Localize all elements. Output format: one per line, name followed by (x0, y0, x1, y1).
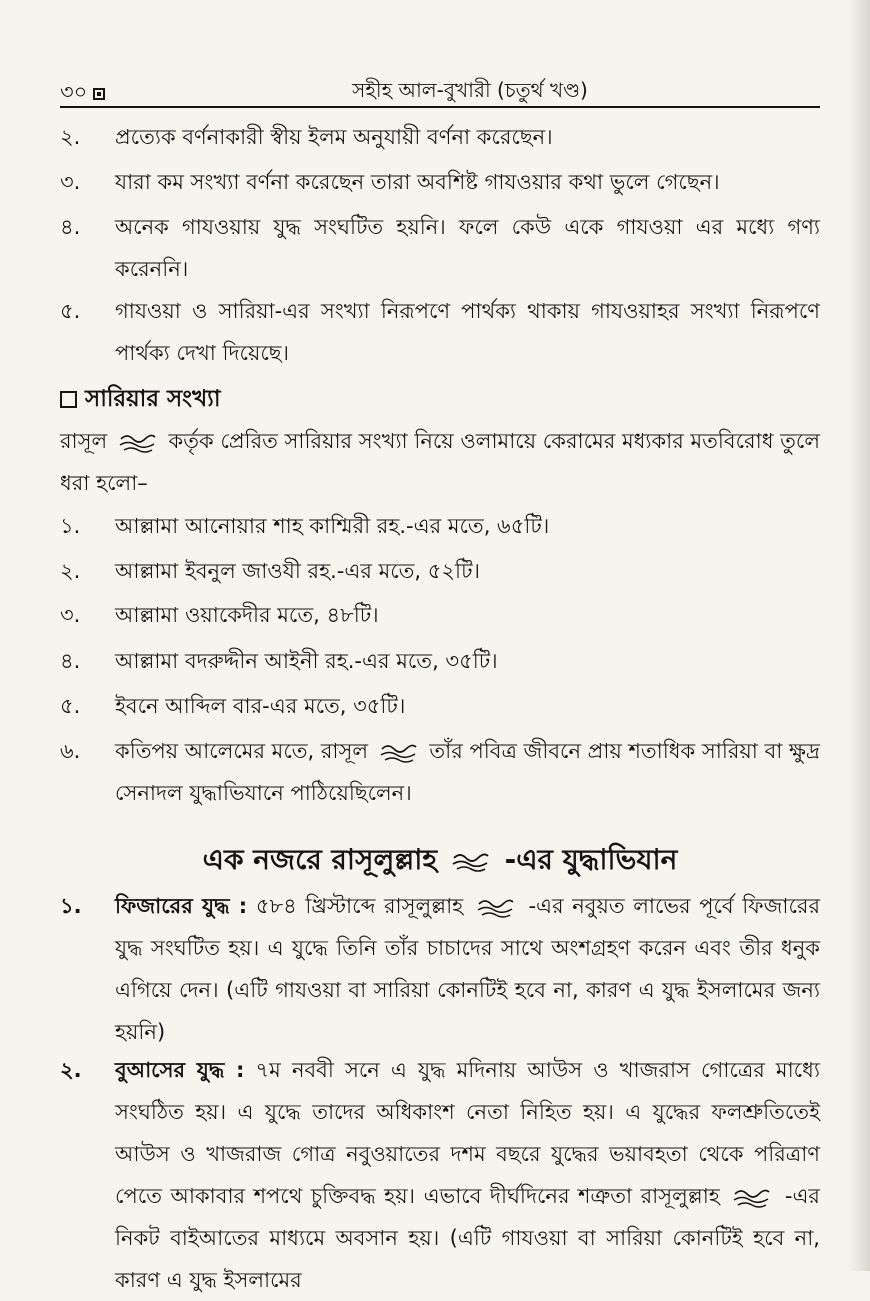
list-number: ৪. (60, 649, 81, 673)
section-heading (60, 380, 221, 419)
list-text (115, 885, 820, 1053)
list-number: ৫. (60, 299, 81, 323)
section-heading-text: সারিয়ার সংখ্যা (85, 386, 221, 412)
battle-name: বুআসের যুদ্ধ : (115, 1058, 245, 1082)
intro-text-start: রাসূল (60, 429, 108, 453)
list-number: ৫. (60, 694, 81, 718)
list-text: আল্লামা ওয়াকেদীর মতে, ৪৮টি। (115, 603, 379, 627)
salutation-calligraphy-icon (732, 1186, 772, 1208)
list-text-start: ৫৮৪ খ্রিস্টাব্দে রাসূলুল্লাহ (255, 894, 464, 918)
list-text: প্রত্যেক বর্ণনাকারী স্বীয় ইলম অনুযায়ী বর্ণনা করেছেন। (115, 125, 553, 149)
list-text (115, 1049, 820, 1301)
list-text-end: তাঁর পবিত্র জীবনে প্রায় শতাধিক সারিয়া বা ক্ষুদ্র সেনাদল যুদ্ধাভিযানে পাঠিয়েছিলেন। (115, 739, 820, 805)
list-number: ৩. (60, 170, 81, 194)
list-text: আল্লামা বদরুদ্দীন আইনী রহ.-এর মতে, ৩৫টি। (115, 649, 498, 673)
list-text: অনেক গাযওয়ায় যুদ্ধ সংঘটিত হয়নি। ফলে কেউ একে গাযওয়া এর মধ্যে গণ্য করেননি। (115, 215, 820, 281)
list-number: ২. (60, 559, 81, 583)
salutation-calligraphy-icon (476, 896, 516, 918)
salutation-calligraphy-icon (451, 850, 491, 872)
centered-section-heading (60, 838, 820, 885)
list-number: ১. (60, 894, 82, 918)
list-text (115, 730, 820, 814)
list-number: ২. (60, 1058, 82, 1082)
list-text-end: -এর নবুয়ত লাভের পূর্বে ফিজারের যুদ্ধ সংঘটিত হয়। এ যুদ্ধে তিনি তাঁর চাচাদের সাথে অংশগ্রহণ করেন এবং তীর ধনুক এগিয়ে দেন। (এটি গাযওয়া বা সারিয়া কোনটিই হবে না, কারণ এ যুদ্ধ ইসলামের জন্য হয়নি) (115, 894, 820, 1044)
list-text: আল্লামা আনোয়ার শাহ কাশ্মিরী রহ.-এর মতে, ৬৫টি। (115, 514, 550, 538)
list-text-end: -এর নিকট বাইআতের মাধ্যমে অবসান হয়। (এটি গাযওয়া বা সারিয়া কোনটিই হবে না, কারণ এ যুদ্ধ ইসলামের (115, 1184, 820, 1292)
salutation-calligraphy-icon (379, 741, 419, 763)
heading-text-start: এক নজরে রাসূলুল্লাহ (202, 843, 438, 876)
running-title: সহীহ আল-বুখারী (চতুর্থ খণ্ড) (352, 78, 588, 102)
section-intro (60, 420, 820, 504)
list-number: ১. (60, 514, 81, 538)
page-header (60, 74, 820, 108)
list-number: ৩. (60, 603, 81, 627)
list-text: ইবনে আব্দিল বার-এর মতে, ৩৫টি। (115, 694, 406, 718)
list-number: ৪. (60, 215, 81, 239)
salutation-calligraphy-icon (118, 431, 158, 453)
header-rule (60, 106, 820, 108)
list-text-start: কতিপয় আলেমের মতে, রাসূল (115, 739, 369, 763)
checkbox-square-icon (60, 391, 77, 408)
page-number-text: ৩০ (60, 80, 88, 104)
list-number: ৬. (60, 739, 81, 763)
list-number: ২. (60, 125, 81, 149)
page-gutter-shadow (848, 0, 870, 1271)
list-text: গাযওয়া ও সারিয়া-এর সংখ্যা নিরূপণে পার্থক্য থাকায় গাযওয়াহর সংখ্যা নিরূপণে পার্থক্য দেখা দিয়েছে। (115, 299, 820, 365)
intro-text-end: কর্তৃক প্রেরিত সারিয়ার সংখ্যা নিয়ে ওলামায়ে কেরামের মধ্যকার মতবিরোধ তুলে ধরা হলো– (60, 429, 820, 495)
battle-name: ফিজারের যুদ্ধ : (115, 894, 248, 918)
list-text-start: ৭ম নববী সনে এ যুদ্ধ মদিনায় আউস ও খাজরাস গোত্রের মাধ্যে সংঘঠিত হয়। এ যুদ্ধে তাদের অধিকাংশ নেতা নিহিত হয়। এ যুদ্ধের ফলশ্রুতিতেই আউস ও খাজরাজ গোত্র নবুওয়াতের দশম বছরে যুদ্ধের ভয়াবহতা থেকে পরিত্রাণ পেতে আকাবার শপথে চুক্তিবদ্ধ হয়। এভাবে দীর্ঘদিনের শত্রুতা রাসূলুল্লাহ (115, 1058, 820, 1208)
list-text: আল্লামা ইবনুল জাওযী রহ.-এর মতে, ৫২টি। (115, 559, 481, 583)
list-text: যারা কম সংখ্যা বর্ণনা করেছেন তারা অবশিষ্ট গাযওয়ার কথা ভুলে গেছেন। (115, 170, 720, 194)
heading-text-end: -এর যুদ্ধাভিযান (504, 843, 678, 876)
